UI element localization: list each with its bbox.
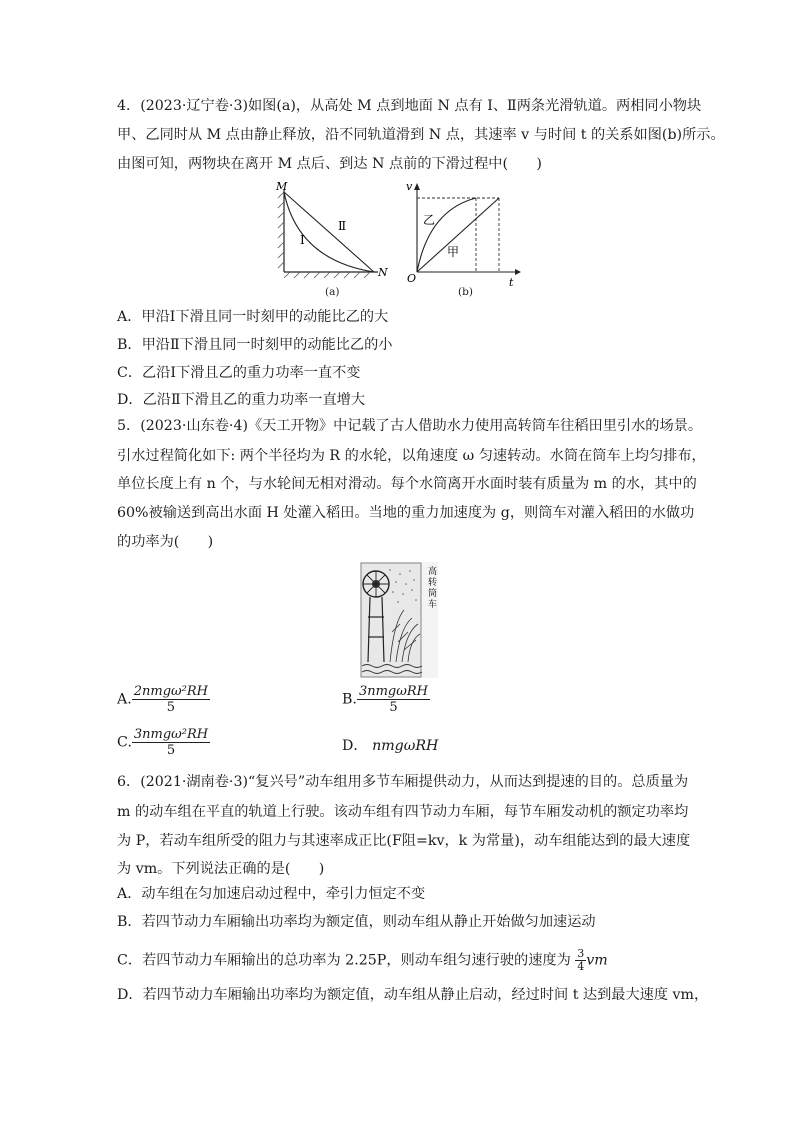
q6-option-d: D．若四节动力车厢输出功率均为额定值，动车组从静止启动，经过时间 t 达到最大速度 vm，	[117, 987, 709, 1003]
q5-option-b-fraction	[357, 684, 430, 715]
q5-option-d-label: D．	[342, 738, 368, 754]
q6-option-c-vm: vm	[586, 952, 608, 969]
illustration-caption-char-4: 车	[428, 600, 438, 610]
q5-option-c	[117, 727, 210, 758]
label-yi: 乙	[423, 213, 436, 227]
q4-option-a: A．甲沿Ⅰ下滑且同一时刻甲的动能比乙的大	[117, 309, 389, 325]
q4-option-d: D．乙沿Ⅱ下滑且乙的重力功率一直增大	[117, 392, 366, 408]
figure-b-caption: (b)	[458, 286, 473, 298]
q5-option-a-numerator: 2nmgω²RH	[133, 684, 208, 699]
q6-option-c-text: C．若四节动力车厢输出的总功率为 2.25P，则动车组匀速行驶的速度为	[117, 952, 571, 969]
q4-option-c: C．乙沿Ⅰ下滑且乙的重力功率一直不变	[117, 365, 361, 381]
q5-option-b-denominator: 5	[389, 700, 398, 715]
q5-line-1: 5．(2023·山东卷·4)《天工开物》中记载了古人借助水力使用高转筒车往稻田里引水的场景。	[117, 418, 703, 434]
q5-option-c-label: C.	[117, 734, 132, 751]
q5-option-c-numerator: 3nmgω²RH	[133, 727, 209, 742]
q5-option-a-fraction	[132, 684, 210, 715]
q6-line-1: 6．(2021·湖南卷·3)“复兴号”动车组用多节车厢提供动力，从而达到提速的目的。总质量为	[117, 774, 689, 790]
label-track-i: Ⅰ	[300, 233, 305, 247]
q5-option-b-label: B.	[342, 691, 357, 708]
illustration-caption-char-1: 高	[428, 567, 438, 577]
q5-option-a-denominator: 5	[166, 700, 176, 715]
label-m: M	[276, 180, 288, 193]
q5-option-a	[117, 684, 210, 715]
water-wheel-illustration	[360, 562, 438, 678]
q5-option-c-denominator: 5	[166, 743, 176, 758]
q4-line-1: 4．(2023·辽宁卷·3)如图(a)，从高处 M 点到地面 N 点有 Ⅰ、Ⅱ两条光滑轨道。两相同小物块	[117, 98, 702, 114]
q5-option-b-numerator: 3nmgωRH	[358, 684, 428, 699]
q5-option-c-fraction	[132, 727, 210, 758]
q5-line-5: 的功率为( )	[117, 534, 214, 550]
q6-line-2: m 的动车组在平直的轨道上行驶。该动车组有四节动力车厢，每节车厢发动机的额定功率均	[117, 804, 689, 820]
label-track-ii: Ⅱ	[338, 219, 347, 233]
track-ii-line	[284, 192, 374, 272]
q5-option-d	[342, 736, 438, 756]
q6-option-c-fraction	[575, 948, 586, 973]
q4-option-b: B．甲沿Ⅱ下滑且同一时刻甲的动能比乙的小	[117, 337, 393, 353]
label-o: O	[407, 272, 417, 285]
q6-option-a: A．动车组在匀加速启动过程中，牵引力恒定不变	[117, 886, 426, 902]
q5-line-4: 60%被输送到高出水面 H 处灌入稻田。当地的重力加速度为 g，则筒车对灌入稻田的水做功	[117, 505, 695, 521]
figure-b-vt-graph	[403, 180, 523, 290]
q4-line-2: 甲、乙同时从 M 点由静止释放，沿不同轨道滑到 N 点，其速率 v 与时间 t 的关系如图(b)所示。	[117, 127, 725, 143]
q6-option-c	[117, 948, 608, 973]
label-jia: 甲	[447, 245, 460, 259]
q4-line-3: 由图可知，两物块在离开 M 点后、到达 N 点前的下滑过程中( )	[117, 156, 542, 172]
q6-option-c-denominator: 4	[577, 960, 585, 973]
figure-a-caption: (a)	[325, 286, 340, 298]
q5-option-a-label: A.	[117, 691, 132, 708]
illustration-caption-char-2: 转	[428, 578, 438, 588]
q5-line-2: 引水过程简化如下: 两个半径均为 R 的水轮，以角速度 ω 匀速转动。水筒在筒车上均匀排布，	[117, 448, 706, 464]
illustration-caption-char-3: 筒	[428, 589, 438, 599]
label-n: N	[378, 266, 388, 279]
q6-line-4: 为 vm。下列说法正确的是( )	[117, 861, 325, 877]
q6-option-b: B．若四节动力车厢输出功率均为额定值，则动车组从静止开始做匀加速运动	[117, 914, 596, 930]
q5-option-b	[342, 684, 430, 715]
figure-a-tracks	[270, 180, 395, 290]
q5-line-3: 单位长度上有 n 个，与水轮间无相对滑动。每个水筒离开水面时装有质量为 m 的水，其中的	[117, 476, 697, 492]
curve-yi	[417, 198, 476, 272]
q6-line-3: 为 P，若动车组所受的阻力与其速率成正比(F阻=kv，k 为常量)，动车组能达到的最大速度	[117, 833, 691, 849]
q5-option-d-text: nmgωRH	[372, 738, 439, 754]
label-v: v	[406, 180, 413, 193]
q6-option-c-numerator: 3	[577, 947, 585, 960]
label-t: t	[509, 276, 514, 289]
